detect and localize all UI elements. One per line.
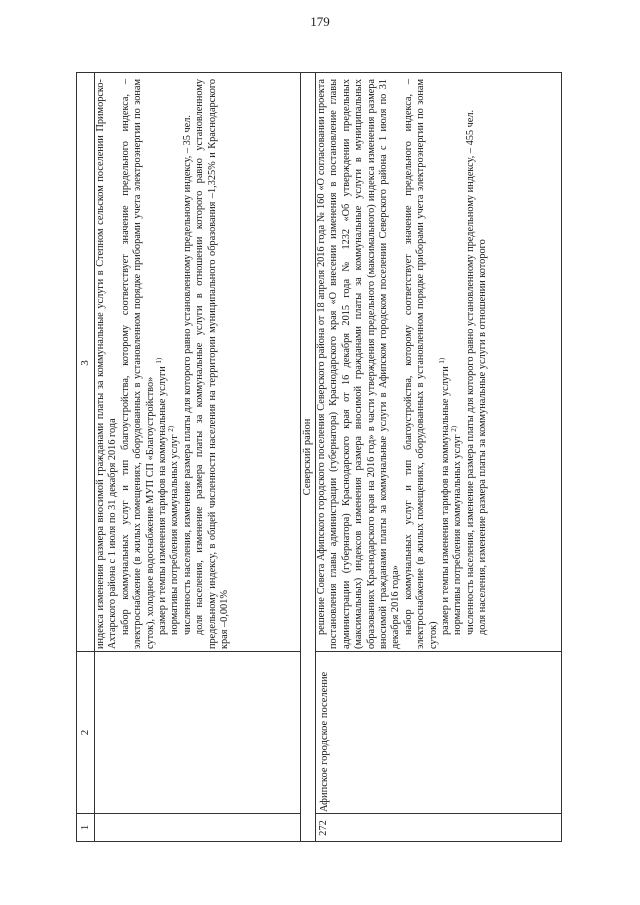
row-paragraph: размер и темпы изменения тарифов на коммунальные услуги $^{1)}$ — [438, 357, 452, 635]
continued-cell-text — [95, 79, 231, 649]
page-number: 179 — [310, 14, 330, 29]
table-header-row — [77, 73, 95, 841]
continued-paragraph: численность населения, изменение размера платы для которого равно установленному предельному индексу, – 35 чел. — [181, 115, 193, 635]
row-paragraph: нормативы потребления коммунальных услуг $^{2)}$ — [450, 425, 464, 635]
column-divider — [77, 651, 301, 652]
region-heading: Северский район — [302, 418, 313, 496]
rotated-table-page — [76, 72, 562, 842]
column-divider — [77, 813, 301, 814]
continued-paragraph: размер и темпы изменения тарифов на коммунальные услуги $^{1)}$ — [155, 357, 169, 635]
data-table — [76, 72, 562, 842]
column-divider — [315, 813, 561, 814]
continued-paragraph: набор коммунальных услуг и тип благоустройства, которому соответствует значение предельного индекса, – электроснабжение (в жилых помещениях, оборудованных в установленном порядке приборами учета электроэнергии по зонам суток), холодное водоснабжение МУП СП «Благоустройство» — [119, 79, 156, 649]
column-divider — [315, 651, 561, 652]
row-paragraph: доля населения, изменение размера платы за коммунальные услуги в отношении которого — [477, 239, 489, 635]
row-272-text — [316, 79, 490, 649]
municipality-name: Афипское городское поселение — [319, 671, 330, 812]
continued-paragraph: индекса изменения размера вносимой гражданами платы за коммунальные услуги в Степном сельском поселении Приморско-Ахтарского района с 1 июля по 31 декабря 2016 года — [95, 79, 119, 649]
row-paragraph: решение Совета Афипского городского поселения Северского района от 18 апреля 2016 года № 160 «О согласовании проекта постановления главы администрации (губернатора) Краснодарского края «О внесении изменения в постановление главы администрации (губернатора) Краснодарского края от 16 декабря 2015 года № 1232 «Об утверждении предельных (максимальных) индексов изменения размера вносимой гражданами платы за коммунальные услуги в муниципальных образованиях Краснодарского края на 2016 год» в части утверждения предельного (максимального) индекса изменения размера вносимой гражданами платы за коммунальные услуги в Афипском городском поселении Северского района с 1 июля по 31 декабря 2016 года» — [316, 79, 402, 649]
row-paragraph: численность населения, изменение размера платы для которого равно установленному предельному индексу, – 455 чел. — [464, 109, 476, 635]
continued-paragraph: нормативы потребления коммунальных услуг $^{2)}$ — [167, 425, 181, 635]
header-col-3: 3 — [79, 360, 91, 366]
continued-paragraph: доля населения, изменение размера платы за коммунальные услуги в отношении которого равно установленному предельному индексу, в общей численности населения на территории муниципального образования –1,325% и Краснодарского края –0,001% — [194, 79, 231, 649]
row-paragraph: набор коммунальных услуг и тип благоустройства, которому соответствует значение предельного индекса, – электроснабжение (в жилых помещениях, оборудованных в установленном порядке приборами учета электроэнергии по зонам суток) — [402, 79, 439, 649]
header-col-2: 2 — [79, 729, 91, 736]
header-col-1: 1 — [79, 824, 91, 831]
row-number: 272 — [318, 820, 329, 836]
